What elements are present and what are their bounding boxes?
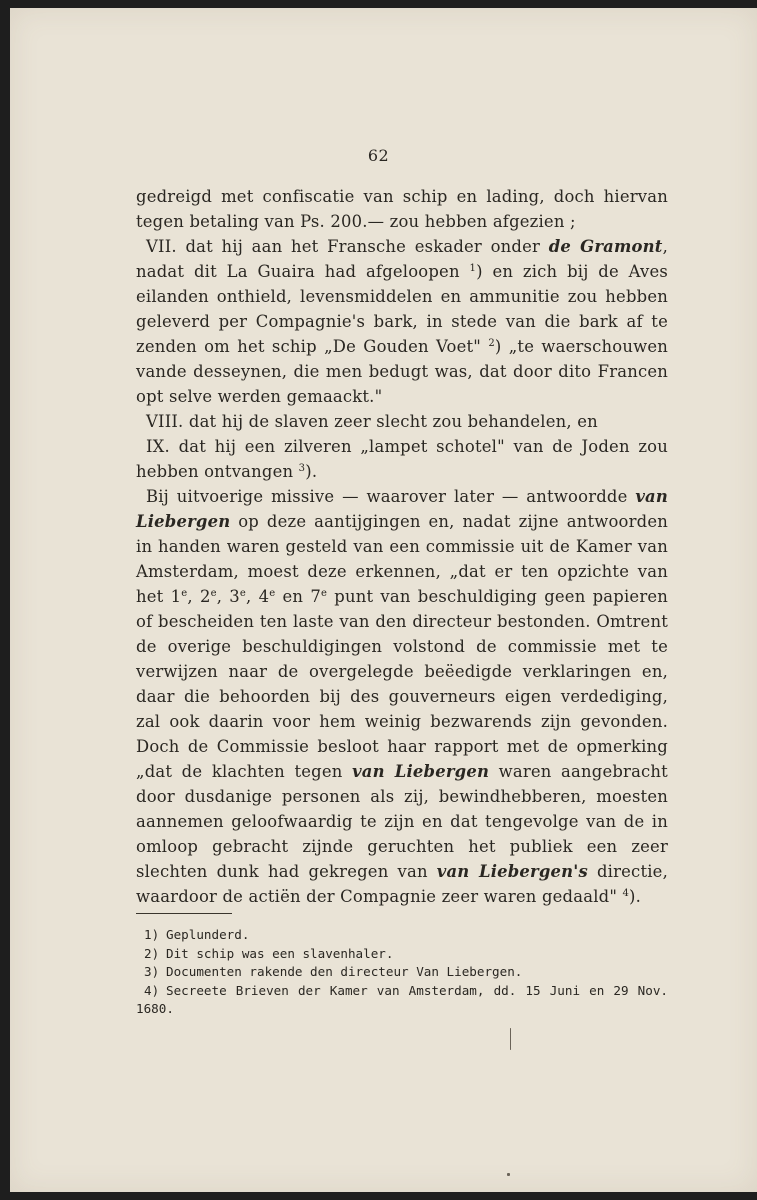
footnote-text: Secreete Brieven der Kamer van Amsterdam, dd. 15 Juni en 29 Nov. 1680. — [136, 982, 668, 1016]
text-run: ). — [629, 887, 642, 906]
text-run: directie, waardoor de actiën der Compagnie zeer waren gedaald" — [136, 862, 668, 906]
ordinal-suffix: e — [269, 588, 276, 599]
footnote-mark: 2) — [144, 945, 160, 961]
italic-name: van Liebergen — [136, 487, 668, 531]
text-run: , nadat dit La Guaira had afgeloopen — [136, 237, 668, 281]
italic-name: van Liebergen — [352, 762, 490, 781]
footnote — [136, 945, 668, 964]
text-run: Bij uitvoerige missive — waarover later — antwoordde — [146, 487, 636, 506]
text-run: ) en zich bij de Aves eilanden onthield, levensmiddelen en ammunitie zou hebben geleverd per Compagnie's bark, in stede van die bark af te zenden om het schip „De Gouden Voet" — [136, 262, 668, 356]
text-run: ). — [305, 462, 318, 481]
footnote-mark: 1) — [144, 927, 160, 942]
footnote-text: Dit schip was een slavenhaler. — [166, 945, 394, 961]
paragraph-ix — [136, 434, 668, 484]
paper-speck — [510, 1028, 511, 1050]
italic-name: de Gramont — [548, 237, 663, 256]
text-run: en 7 — [275, 587, 321, 606]
text-run: IX. dat hij een zilveren „lampet schotel" van de Joden zou hebben ontvangen — [136, 437, 668, 481]
footnote-text: Geplunderd. — [166, 927, 250, 942]
footnote-divider — [136, 913, 232, 914]
text-run: waren aangebracht door dusdanige personen als zij, bewindhebberen, moesten aannemen geloofwaardig te zijn en dat tengevolge van de in omloop gebracht zijnde geruchten het publiek een zeer slechten dunk had gekregen van — [136, 762, 668, 881]
ordinal-suffix: e — [239, 588, 247, 599]
page-number: 62 — [367, 146, 390, 165]
ordinal-suffix: e — [320, 588, 328, 599]
italic-name: van Liebergen's — [436, 862, 588, 881]
text-run: ) „te waerschouwen vande desseynen, die men bedugt was, dat door dito Francen opt selve werden gemaackt." — [136, 337, 668, 406]
paragraph-continuation — [136, 184, 668, 234]
paper-speck — [507, 1173, 510, 1176]
footnote — [136, 926, 668, 945]
footnote-ref: 3 — [298, 463, 306, 474]
paragraph-viii: VIII. dat hij de slaven zeer slecht zou behandelen, en — [146, 412, 598, 431]
text-line: gedreigd met confiscatie van schip en lading, doch hiervan — [136, 187, 668, 206]
ordinal-suffix: e — [181, 588, 188, 599]
footnote-text: Documenten rakende den directeur Van Liebergen. — [166, 964, 523, 979]
paragraph-main — [136, 484, 668, 909]
footnote-ref: 2 — [488, 338, 495, 349]
body-text — [136, 184, 668, 909]
ordinal-suffix: e — [210, 588, 217, 599]
text-run: , 3 — [216, 587, 240, 606]
paragraph-vii — [136, 234, 668, 409]
footnote-ref: 1 — [469, 263, 477, 274]
footnote — [136, 963, 668, 982]
text-line: tegen betaling van Ps. 200.— zou hebben afgezien ; — [136, 212, 576, 231]
text-run: , 2 — [187, 587, 211, 606]
text-run: , 4 — [246, 587, 270, 606]
text-run: VII. dat hij aan het Fransche eskader onder — [146, 237, 549, 256]
footnotes — [136, 926, 668, 1019]
footnote-mark: 4) — [144, 982, 160, 998]
footnote — [136, 982, 668, 1019]
footnote-mark: 3) — [144, 964, 160, 979]
text-run: op deze aantijgingen en, nadat zijne antwoorden in handen waren gesteld van een commissie uit de Kamer van Amsterdam, moest deze erkennen, „dat er ten opzichte van het 1 — [136, 512, 668, 606]
text-run: punt van beschuldiging geen papieren of bescheiden ten laste van den directeur bestonden. Omtrent de overige beschuldigingen volstond de commissie met te verwijzen naar de overgelegde beëedigde verklaringen en, daar die behoorden bij des gouverneurs eigen verdediging, zal ook daarin voor hem weinig bezwarends zijn gevonden. Doch de Commissie besloot haar rapport met de opmerking „dat de klachten tegen — [136, 587, 669, 781]
footnote-ref: 4 — [622, 888, 630, 899]
